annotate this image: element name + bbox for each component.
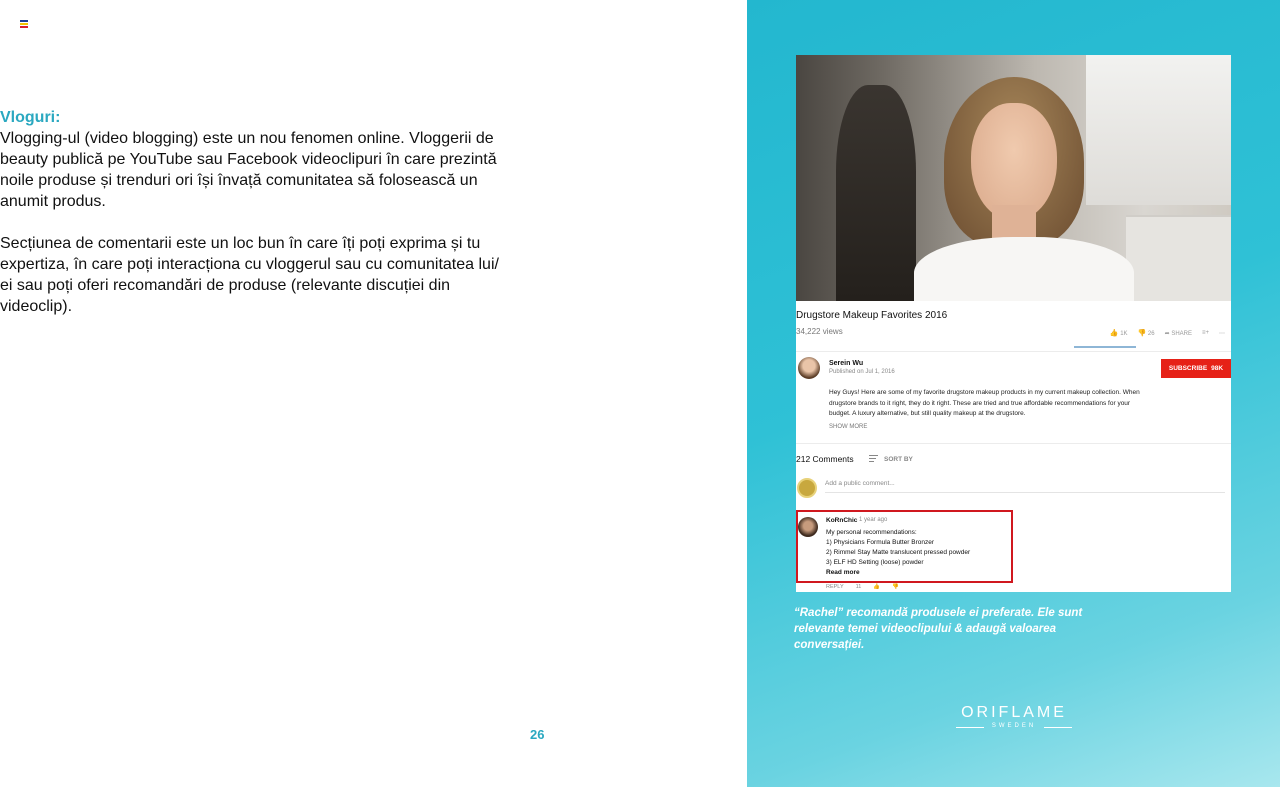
dislike-count: 26: [1147, 331, 1155, 337]
thumbs-down-icon: 👎: [1137, 330, 1147, 337]
thumbs-up-icon: 👍: [1109, 330, 1119, 337]
share-icon: ➦: [1164, 330, 1170, 337]
divider: [796, 351, 1231, 352]
channel-avatar: [798, 357, 820, 379]
comment-line: My personal recommendations:: [826, 529, 917, 536]
publish-date: Published on Jul 1, 2016: [829, 369, 895, 375]
comment-actions: [826, 584, 899, 590]
show-more-link: SHOW MORE: [829, 424, 868, 430]
comment-input-underline: [825, 492, 1225, 493]
page-number: 26: [530, 727, 545, 742]
add-comment-input: Add a public comment...: [825, 480, 895, 487]
comment-like-count: 11: [855, 584, 862, 590]
paragraph-vlogging: Vlogging-ul (video blogging) este un nou fenomen online. Vloggerii de beauty publică pe YouTube sau Facebook videoclipuri în care prezintă noile produse și trenduri ori își învață comunitatea să folosească un anumit produs.: [0, 130, 497, 210]
thumbs-up-icon: 👍: [873, 584, 881, 590]
youtube-screenshot: [796, 55, 1231, 592]
screenshot-caption: “Rachel” recomandă produsele ei preferate. Ele sunt relevante temei videoclipului & adaugă valoarea conversației.: [794, 607, 1083, 651]
comments-count: 212 Comments: [796, 454, 854, 464]
read-more-link: Read more: [826, 569, 860, 576]
section-heading: Vloguri:: [0, 109, 61, 126]
view-count: 34,222 views: [796, 327, 843, 336]
right-panel: [747, 0, 1280, 787]
add-to-playlist-icon: ≡+: [1201, 330, 1209, 336]
subscribe-button: SUBSCRIBE 98K: [1161, 359, 1231, 378]
user-avatar: [797, 478, 817, 498]
channel-name: Serein Wu: [829, 360, 864, 367]
oriflame-logo: ORIFLAME SWEDEN: [954, 704, 1074, 729]
comment-line: 1) Physicians Formula Butter Bronzer: [826, 539, 935, 546]
comment-author: KoRnChic: [826, 517, 858, 524]
more-options-icon: ⋯: [1219, 330, 1225, 337]
sort-icon: [869, 455, 878, 463]
reply-button: REPLY: [826, 584, 844, 590]
share-button: ➦ SHARE: [1164, 330, 1192, 337]
comment-time: 1 year ago: [859, 517, 888, 523]
video-actions: [1110, 329, 1225, 337]
subscriber-count: 98K: [1211, 365, 1224, 372]
divider: [796, 443, 1231, 444]
sort-by-button: SORT BY: [884, 456, 913, 463]
video-title: Drugstore Makeup Favorites 2016: [796, 310, 948, 321]
comment-line: 3) ELF HD Setting (loose) powder: [826, 559, 924, 566]
commenter-avatar: [798, 517, 818, 537]
language-flag-icon: [20, 20, 28, 27]
paragraph-comments: Secțiunea de comentarii este un loc bun în care îți poți exprima și tu expertiza, în care poți interacționa cu vloggerul sau cu comunitatea lui/ ei sau poți oferi recomandări de produse (relevante discuției din videoclip).: [0, 235, 499, 315]
thumbs-down-icon: 👎: [892, 584, 900, 590]
video-description: Hey Guys! Here are some of my favorite drugstore makeup products in my current makeup collection. When drugstore brands to it right, they do it right. These are tried and true affordable recommendations for your budget. A luxury alternative, but still quality makeup at the drugstore.: [829, 389, 1140, 417]
dislike-button: [1138, 329, 1155, 337]
comment-text: [826, 528, 970, 568]
comment-line: 2) Rimmel Stay Matte translucent pressed powder: [826, 549, 971, 556]
like-button: [1110, 329, 1128, 337]
like-ratio-bar: [1074, 346, 1136, 348]
like-count: 1K: [1120, 331, 1128, 337]
main-text: [0, 107, 500, 338]
video-thumbnail: [796, 55, 1231, 301]
